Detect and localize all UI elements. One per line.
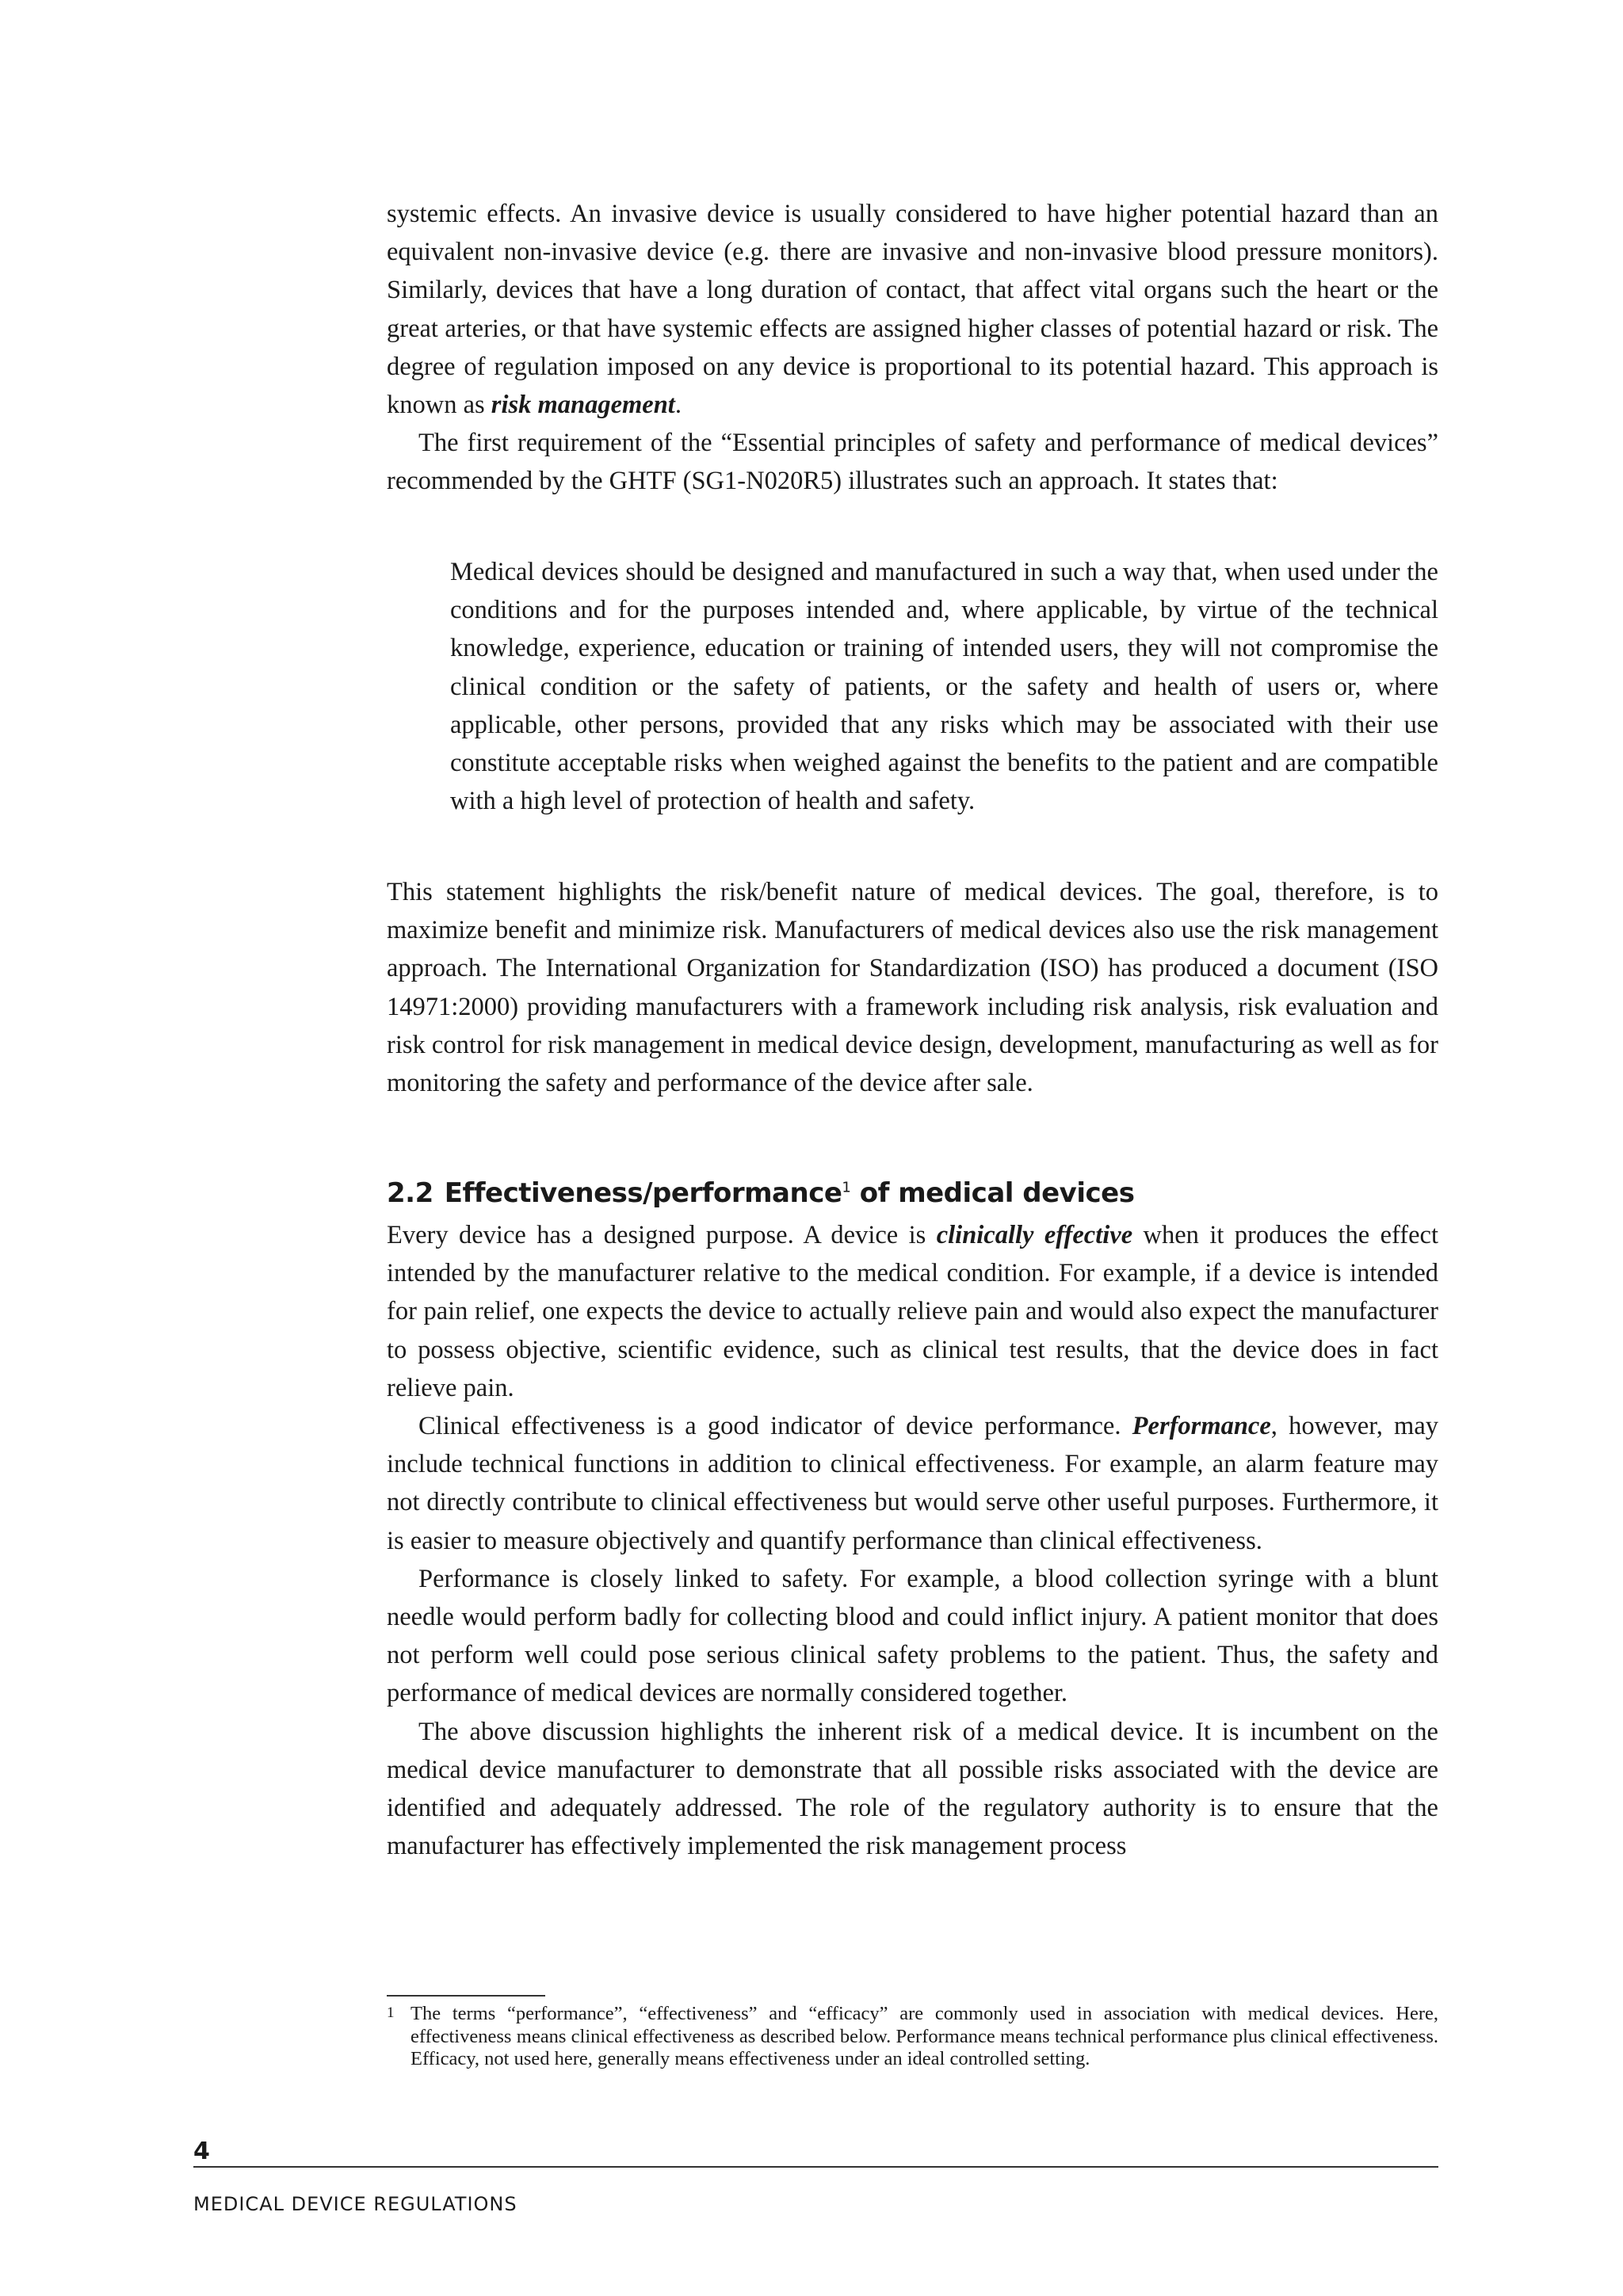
section-title-main: Effectiveness/performance <box>444 1177 842 1209</box>
footnote-divider <box>387 1995 545 1997</box>
footnote-text: The terms “performance”, “effectiveness” and “efficacy” are commonly used in association with medical devices. Here, effectiveness means clinical effectiveness as described below. Performance means technical performance plus clinical effectiveness. Efficacy, not used here, generally means effectiveness under an ideal controlled setting. <box>411 2003 1438 2069</box>
footnote-reference: 1 <box>842 1179 851 1196</box>
term-clinically-effective: clinically effective <box>936 1221 1133 1249</box>
paragraph-risk-hazard: systemic effects. An invasive device is usually considered to have higher potential hazard than an equivalent non-invasive device (e.g. there are invasive and non-invasive blood pressure monitors). Similarly, devices that have a long duration of contact, that affect vital organs such the heart or the great arteries, or that have systemic effects are assigned higher classes of potential hazard or risk. The degree of regulation imposed on any device is proportional to its potential hazard. This approach is known as risk management. <box>387 200 1438 420</box>
running-footer-title: MEDICAL DEVICE REGULATIONS <box>193 2193 517 2215</box>
block-quote <box>450 553 1438 820</box>
paragraph-performance: Clinical effectiveness is a good indicator of device performance. Performance, however, may include technical functions in addition to clinical effectiveness. For example, an alarm feature may not directly contribute to clinical effectiveness but would serve other useful purposes. Furthermore, it is easier to measure objectively and quantify performance than clinical effectiveness. <box>387 1412 1439 1555</box>
paragraph-ghtf-principles: The first requirement of the “Essential principles of safety and performance of medical devices” recommended by the GHTF (SG1-N020R5) illustrates such an approach. It states that: <box>387 429 1438 496</box>
section-number: 2.2 <box>387 1177 433 1209</box>
page-number: 4 <box>193 2138 210 2165</box>
paragraph-clinical-effectiveness: Every device has a designed purpose. A device is clinically effective when it produces the effect intended by the manufacturer relative to the medical condition. For example, if a device is intended for pain relief, one expects the device to actually relieve pain and would also expect the manufacturer to possess objective, scientific evidence, such as clinical test results, that the device does in fact relieve pain. <box>387 1221 1438 1402</box>
section-title-rest: of medical devices <box>850 1177 1135 1209</box>
paragraph-inherent-risk: The above discussion highlights the inherent risk of a medical device. It is incumbent on the medical device manufacturer to demonstrate that all possible risks associated with the device are identified and adequately addressed. The role of the regulatory authority is to ensure that the manufacturer has effectively implemented the risk management process <box>387 1717 1438 1861</box>
body-text-middle <box>387 873 1438 1102</box>
footer-divider <box>193 2166 1438 2168</box>
term-performance: Performance <box>1132 1412 1271 1441</box>
paragraph-performance-safety: Performance is closely linked to safety. For example, a blood collection syringe with a blunt needle would perform badly for collecting blood and could inflict injury. A patient monitor that does not perform well could pose serious clinical safety problems to the patient. Thus, the safety and performance of medical devices are normally considered together. <box>387 1564 1438 1708</box>
body-text-top <box>387 195 1438 501</box>
footnote <box>387 2003 1438 2071</box>
term-risk-management: risk management <box>491 391 675 420</box>
section-heading <box>387 1177 1134 1209</box>
footnote-mark: 1 <box>387 2004 395 2021</box>
section-body <box>387 1216 1438 1865</box>
quote-text: Medical devices should be designed and manufactured in such a way that, when used under the conditions and for the purposes intended and, where applicable, by virtue of the technical knowledge, experience, education or training of intended users, they will not compromise the clinical condition or the safety of patients, or the safety and health of users or, where applicable, other persons, provided that any risks which may be associated with their use constitute acceptable risks when weighed against the benefits to the patient and are compatible with a high level of protection of health and safety. <box>450 558 1438 816</box>
paragraph-risk-benefit: This statement highlights the risk/benefit nature of medical devices. The goal, therefore, is to maximize benefit and minimize risk. Manufacturers of medical devices also use the risk management approach. The International Organization for Standardization (ISO) has produced a document (ISO 14971:2000) providing manufacturers with a framework including risk analysis, risk evaluation and risk control for risk management in medical device design, development, manufacturing as well as for monitoring the safety and performance of the device after sale. <box>387 878 1438 1098</box>
